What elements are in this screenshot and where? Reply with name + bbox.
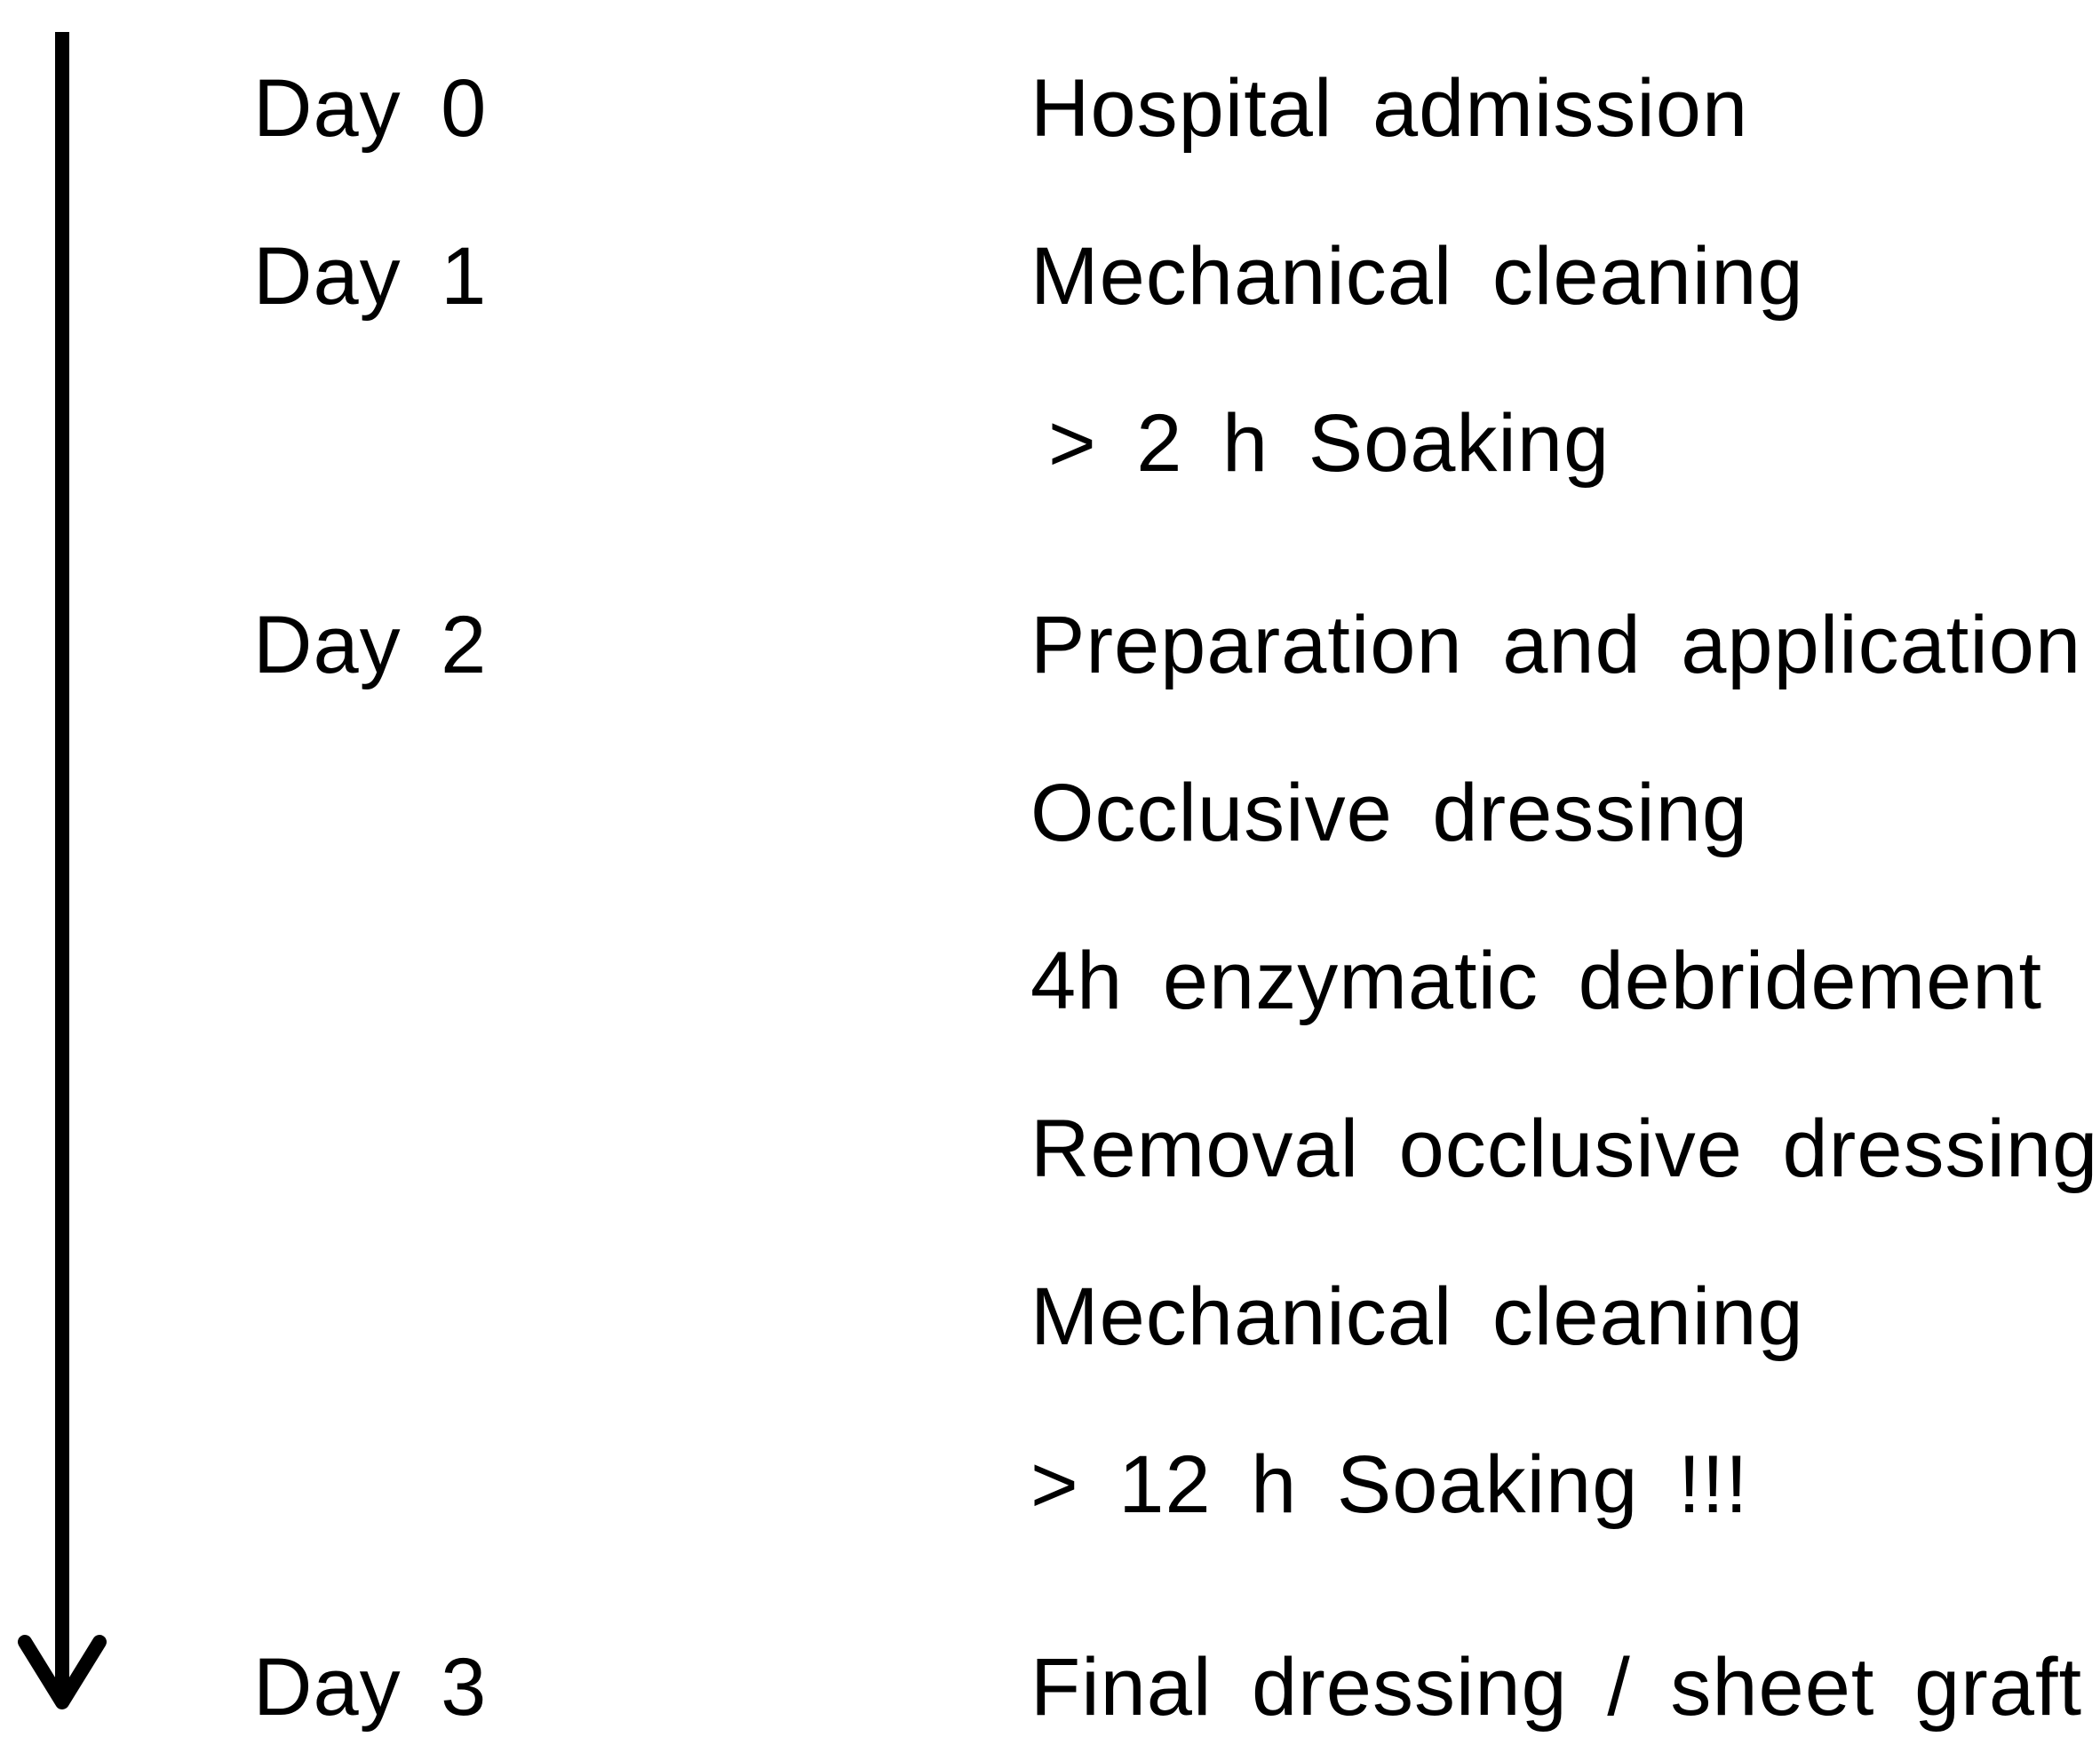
event-label: Hospital admission <box>1030 63 1749 154</box>
event-label: > 12 h Soaking !!! <box>1030 1439 1749 1530</box>
day-label: Day 0 <box>253 63 488 154</box>
event-label: Occlusive dressing <box>1030 768 1749 858</box>
event-label: Mechanical cleaning <box>1030 231 1804 322</box>
event-label: Final dressing / sheet graft <box>1030 1642 2083 1733</box>
day-label: Day 2 <box>253 600 488 690</box>
event-label: > 2 h Soaking <box>1048 398 1611 489</box>
day-label: Day 1 <box>253 231 488 322</box>
day-label: Day 3 <box>253 1642 488 1733</box>
event-label: 4h enzymatic debridement <box>1030 936 2043 1026</box>
event-label: Mechanical cleaning <box>1030 1271 1804 1362</box>
event-label: Preparation and application <box>1030 600 2082 690</box>
event-label: Removal occlusive dressing <box>1030 1104 2099 1194</box>
